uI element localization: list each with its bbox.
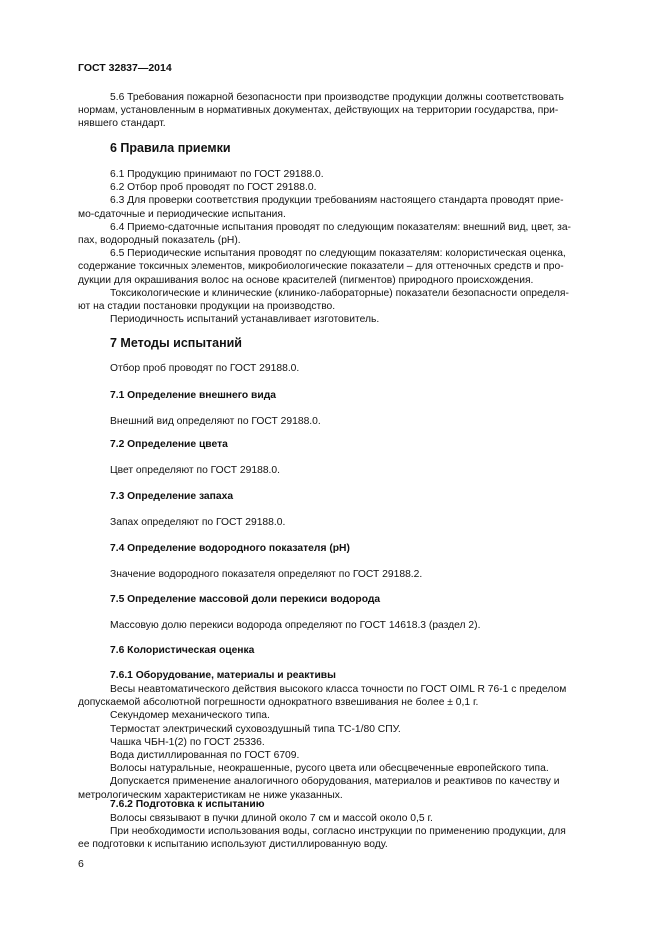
text-line: Токсикологические и клинические (клинико-лабораторные) показатели безопасности определя-	[110, 287, 569, 299]
text-line: 6.3 Для проверки соответствия продукции требованиям настоящего стандарта проводят прие-	[110, 195, 564, 207]
text-line: 6.5 Периодические испытания проводят по следующим показателям: колористическая оценка,	[110, 248, 566, 260]
subsection-7-1-text: Внешний вид определяют по ГОСТ 29188.0.	[110, 416, 321, 427]
section-6-body	[78, 168, 614, 326]
text-line: дукции для окрашивания волос на основе красителей (пигментов) природного происхождения.	[78, 274, 534, 286]
section-7-title: 7 Методы испытаний	[110, 336, 242, 350]
text-line: 5.6 Требования пожарной безопасности при производстве продукции должны соответствовать	[110, 92, 564, 103]
subsection-7-1-title: 7.1 Определение внешнего вида	[110, 390, 276, 401]
subsection-7-2-text: Цвет определяют по ГОСТ 29188.0.	[110, 465, 281, 476]
subsection-7-6-1-body	[78, 683, 614, 802]
text-line: 6.2 Отбор проб проводят по ГОСТ 29188.0.	[110, 182, 317, 194]
text-line: мо-сдаточные и периодические испытания.	[78, 208, 286, 220]
standard-header: ГОСТ 32837—2014	[78, 62, 172, 74]
subsection-7-5-text: Массовую долю перекиси водорода определяют по ГОСТ 14618.3 (раздел 2).	[110, 620, 481, 631]
text-line: 6.4 Приемо-сдаточные испытания проводят по следующим показателям: внешний вид, цвет, за-	[110, 221, 571, 233]
text-line: содержание токсичных элементов, микробиологические показатели – для оттеночных средств и про-	[78, 261, 564, 273]
text-line: 6.1 Продукцию принимают по ГОСТ 29188.0.	[110, 169, 324, 180]
paragraph-5-6	[78, 91, 614, 131]
text-line: Чашка ЧБН-1(2) по ГОСТ 25336.	[110, 736, 265, 748]
subsection-7-6-2-title: 7.6.2 Подготовка к испытанию	[110, 799, 265, 810]
section-7-intro: Отбор проб проводят по ГОСТ 29188.0.	[110, 363, 300, 374]
text-line: Периодичность испытаний устанавливает изготовитель.	[110, 314, 380, 326]
text-line: пах, водородный показатель (pH).	[78, 235, 241, 247]
text-line: ют на стадии постановки продукции на производство.	[78, 301, 336, 313]
text-line: Весы неавтоматического действия высокого класса точности по ГОСТ OIML R 76-1 с пределом	[110, 684, 567, 695]
text-line: Секундомер механического типа.	[110, 710, 270, 722]
text-line: Вода дистиллированная по ГОСТ 6709.	[110, 750, 300, 762]
subsection-7-6-1-title: 7.6.1 Оборудование, материалы и реактивы	[110, 670, 336, 681]
text-line: допускаемой абсолютной погрешности однократного взвешивания не более ± 0,1 г.	[78, 697, 479, 709]
text-line: Волосы связывают в пучки длиной около 7 см и массой около 0,5 г.	[110, 813, 433, 824]
text-line: Термостат электрический суховоздушный типа ТС-1/80 СПУ.	[110, 723, 401, 735]
text-line: нявшего стандарт.	[78, 118, 166, 130]
text-line: Волосы натуральные, неокрашенные, русого цвета или обесцвеченные европейского типа.	[110, 763, 549, 775]
subsection-7-5-title: 7.5 Определение массовой доли перекиси водорода	[110, 594, 381, 605]
text-line: ее подготовки к испытанию используют дистиллированную воду.	[78, 839, 388, 851]
subsection-7-3-title: 7.3 Определение запаха	[110, 491, 234, 502]
subsection-7-6-title: 7.6 Колористическая оценка	[110, 645, 255, 656]
subsection-7-2-title: 7.2 Определение цвета	[110, 439, 228, 450]
text-line: При необходимости использования воды, согласно инструкции по применению продукции, для	[110, 826, 566, 838]
text-line: нормам, установленным в нормативных документах, действующих на территории государства, при-	[78, 105, 559, 117]
text-line: Допускается применение аналогичного оборудования, материалов и реактивов по качеству и	[110, 776, 560, 788]
subsection-7-6-2-body	[78, 812, 614, 852]
subsection-7-4-text: Значение водородного показателя определяют по ГОСТ 29188.2.	[110, 569, 423, 580]
subsection-7-3-text: Запах определяют по ГОСТ 29188.0.	[110, 517, 286, 528]
subsection-7-4-title: 7.4 Определение водородного показателя (pH)	[110, 543, 350, 554]
page-number: 6	[78, 858, 84, 870]
text-line: метрологическим характеристикам не ниже указанных.	[78, 789, 343, 801]
section-6-title: 6 Правила приемки	[110, 141, 231, 155]
